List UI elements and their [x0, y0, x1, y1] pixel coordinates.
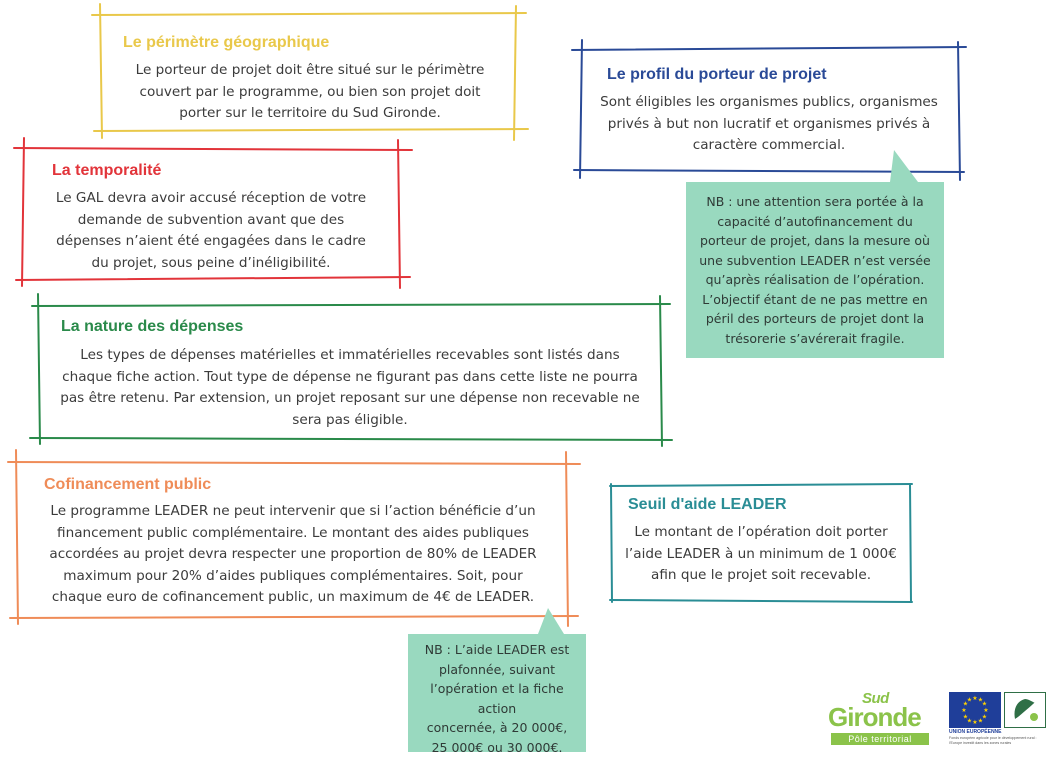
temporalite-title: La temporalité	[52, 162, 162, 179]
nb-profil-line: péril des porteurs de projet dont la	[705, 311, 925, 326]
eu-label: UNION EUROPÉENNE	[949, 729, 1002, 735]
seuil-body	[616, 522, 906, 587]
cofinancement-line: Le programme LEADER ne peut intervenir que si l’action bénéficie d’un	[50, 503, 536, 519]
nb-profil-line: une subvention LEADER n’est versée	[699, 252, 931, 268]
nb-profil-text	[692, 192, 938, 348]
seuil-line: l’aide LEADER à un minimum de 1 000€	[625, 545, 897, 562]
profil-line: caractère commercial.	[692, 137, 846, 153]
profil-box	[578, 46, 960, 174]
svg-text:★: ★	[966, 696, 973, 704]
cofinancement-line: maximum pour 20% d’aides publiques complémentaires. Soit, pour	[63, 567, 523, 584]
seuil-title: Seuil d'aide LEADER	[628, 496, 787, 513]
nb-cofinancement-tail	[408, 634, 409, 635]
svg-text:★: ★	[962, 713, 969, 721]
leader-logo-icon	[1004, 692, 1046, 728]
cofinancement-box	[14, 460, 572, 620]
nature-line: chaque fiche action. Tout type de dépense ne figurant pas dans cette liste ne pourra	[62, 368, 638, 385]
profil-title: Le profil du porteur de projet	[607, 66, 827, 83]
nature-line: Les types de dépenses matérielles et immatérielles recevables sont listés dans	[80, 347, 620, 363]
nature-line: pas être retenu. Par extension, un projet reposant sur une dépense non recevable ne	[60, 390, 640, 406]
nb-cofinancement-line: l’opération et la fiche action	[430, 681, 564, 716]
svg-text:★: ★	[981, 713, 988, 721]
eu-feader-caption: Fonds européen agricole pour le développement rural : l'Europe investit dans les zones rurales	[949, 736, 1037, 745]
perimetre-line: couvert par le programme, ou bien son projet doit	[139, 83, 481, 100]
svg-text:★: ★	[962, 700, 969, 708]
cofinancement-title: Cofinancement public	[44, 476, 212, 493]
nb-profil-line: trésorerie s’avérerait fragile.	[725, 330, 905, 346]
profil-line: Sont éligibles les organismes publics, organismes	[600, 94, 938, 110]
profil-line: privés à but non lucratif et organismes privés à	[607, 115, 931, 132]
svg-text:★: ★	[977, 696, 984, 704]
nb-profil-line: capacité d’autofinancement du	[717, 213, 913, 229]
nature-body	[44, 345, 656, 431]
eu-flag-icon	[949, 692, 1001, 728]
cofinancement-line: financement public complémentaire. Le montant des aides publiques	[57, 524, 529, 541]
svg-text:★: ★	[961, 707, 967, 714]
sud-gironde-logo-pole: Pôle territorial	[831, 733, 929, 745]
temporalite-line: dépenses n’aient été engagées dans le cadre	[56, 233, 366, 249]
seuil-box	[610, 484, 912, 602]
perimetre-title: Le périmètre géographique	[123, 34, 330, 51]
cofinancement-line: chaque euro de cofinancement public, un maximum de 4€ de LEADER.	[51, 589, 535, 605]
nb-cofinancement-line: concernée, à 20 000€,	[426, 720, 568, 735]
nb-cofinancement-line: plafonnée, suivant	[438, 661, 556, 677]
nb-profil-line: NB : une attention sera portée à la	[706, 194, 924, 209]
svg-text:★: ★	[981, 700, 988, 708]
temporalite-body	[36, 188, 386, 274]
sud-gironde-logo-gironde: Gironde	[828, 702, 921, 732]
seuil-line: Le montant de l’opération doit porter	[634, 524, 888, 540]
nature-line: sera pas éligible.	[292, 411, 408, 428]
nature-box	[36, 304, 664, 440]
perimetre-box	[98, 12, 522, 134]
perimetre-line: Le porteur de projet doit être situé sur le périmètre	[135, 62, 485, 78]
temporalite-line: demande de subvention avant que des	[77, 211, 345, 228]
temporalite-line: Le GAL devra avoir accusé réception de votre	[55, 190, 367, 206]
nb-cofinancement-line: 25 000€ ou 30 000€.	[431, 739, 563, 755]
svg-text:★: ★	[966, 717, 973, 725]
svg-text:★: ★	[983, 707, 989, 714]
nb-profil-bubble	[686, 182, 944, 358]
svg-text:★: ★	[972, 719, 978, 726]
nb-profil-line: qu’après réalisation de l’opération.	[705, 272, 925, 287]
cofinancement-body	[22, 501, 564, 609]
nb-profil-line: porteur de projet, dans la mesure où	[700, 233, 930, 248]
sud-gironde-logo-sud: Sud	[862, 690, 889, 707]
cofinancement-line: accordées au projet devra respecter une proportion de 80% de LEADER	[49, 546, 537, 562]
sud-gironde-logo	[828, 692, 932, 746]
temporalite-line: du projet, sous peine d’inéligibilité.	[91, 254, 331, 271]
nb-cofinancement-text	[410, 640, 584, 757]
seuil-line: afin que le projet soit recevable.	[650, 567, 872, 583]
nb-profil-tail	[686, 182, 687, 183]
temporalite-box	[20, 146, 402, 282]
perimetre-line: porter sur le territoire du Sud Gironde.	[179, 105, 441, 121]
nb-profil-line: L’objectif étant de ne pas mettre en	[702, 291, 928, 307]
eu-leader-logos	[949, 692, 1047, 748]
nature-title: La nature des dépenses	[61, 318, 244, 335]
svg-text:★: ★	[972, 695, 978, 702]
nb-cofinancement-bubble	[408, 634, 586, 755]
profil-body	[584, 92, 954, 157]
perimetre-body	[108, 60, 512, 125]
nb-cofinancement-line: NB : L’aide LEADER est	[424, 642, 570, 657]
svg-text:★: ★	[977, 717, 984, 725]
